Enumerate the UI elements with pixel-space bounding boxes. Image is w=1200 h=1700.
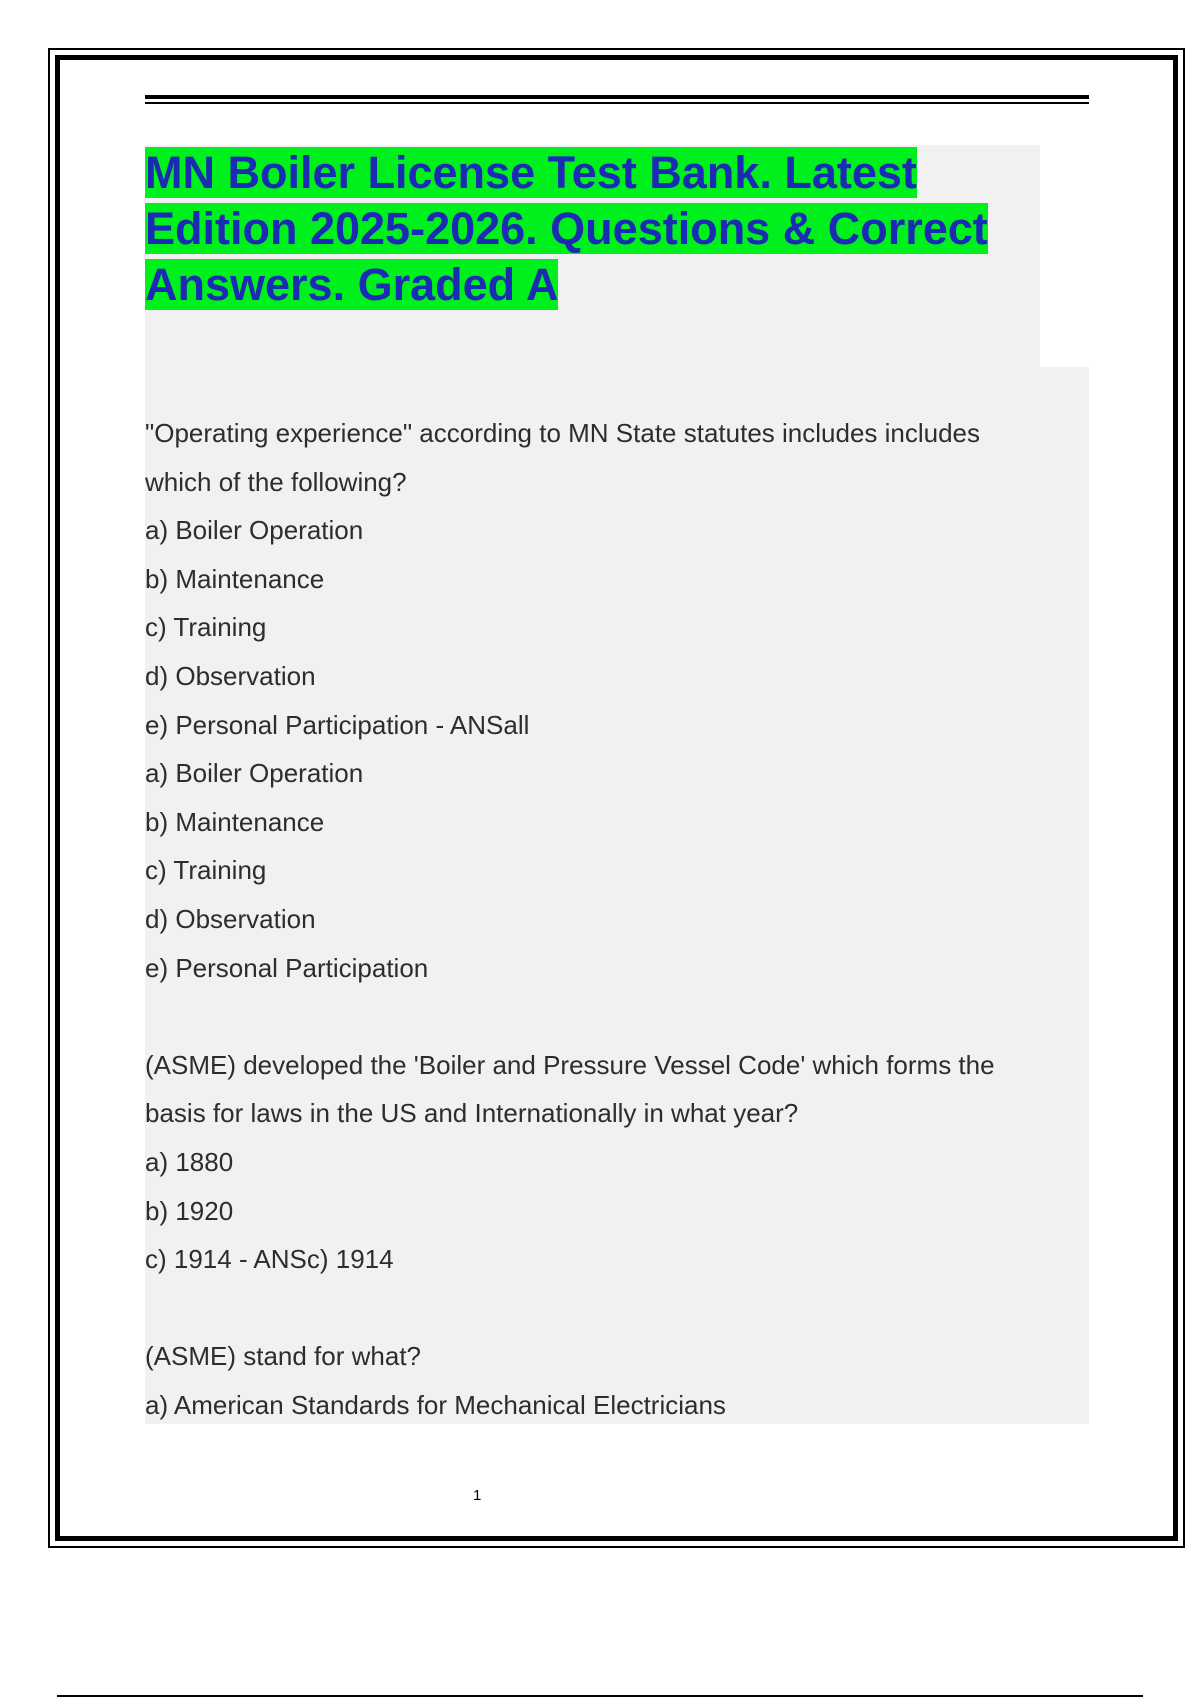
document-title xyxy=(145,145,1045,313)
title-highlight: MN Boiler License Test Bank. Latest Edition 2025-2026. Questions & Correct Answers. Graded A xyxy=(145,147,988,310)
question-text-line: (ASME) stand for what? xyxy=(145,1341,421,1372)
answer-line: a) American Standards for Mechanical Electricians xyxy=(145,1389,726,1420)
question-list xyxy=(145,409,1089,1429)
answer-line: a) 1880 xyxy=(145,1146,234,1177)
answer-line: a) Boiler Operation xyxy=(145,758,364,789)
answer-line: d) Observation xyxy=(145,660,316,691)
answer-line: c) Training xyxy=(145,855,267,886)
answer-line: b) Maintenance xyxy=(145,563,325,594)
footer-rule xyxy=(57,1695,1143,1697)
answer-line: c) 1914 - ANSc) 1914 xyxy=(145,1244,394,1275)
answer-line: a) Boiler Operation xyxy=(145,515,364,546)
question-block-1 xyxy=(145,409,1089,992)
question-text-line: (ASME) developed the 'Boiler and Pressure Vessel Code' which forms the xyxy=(145,1049,995,1080)
question-block-3 xyxy=(145,1332,1089,1429)
answer-line: c) Training xyxy=(145,612,267,643)
question-text-line: "Operating experience" according to MN State statutes includes includes xyxy=(145,418,981,448)
answer-line: e) Personal Participation - ANSall xyxy=(145,709,530,740)
question-block-2 xyxy=(145,1041,1089,1284)
answer-line: b) Maintenance xyxy=(145,806,325,837)
answer-line: e) Personal Participation xyxy=(145,952,429,983)
page-number: 1 xyxy=(473,1487,482,1504)
answer-line: d) Observation xyxy=(145,903,316,934)
answer-line: b) 1920 xyxy=(145,1195,234,1226)
question-text-line: basis for laws in the US and Internationally in what year? xyxy=(145,1098,799,1129)
question-text-line: which of the following? xyxy=(145,466,407,497)
header-double-rule xyxy=(145,95,1089,105)
